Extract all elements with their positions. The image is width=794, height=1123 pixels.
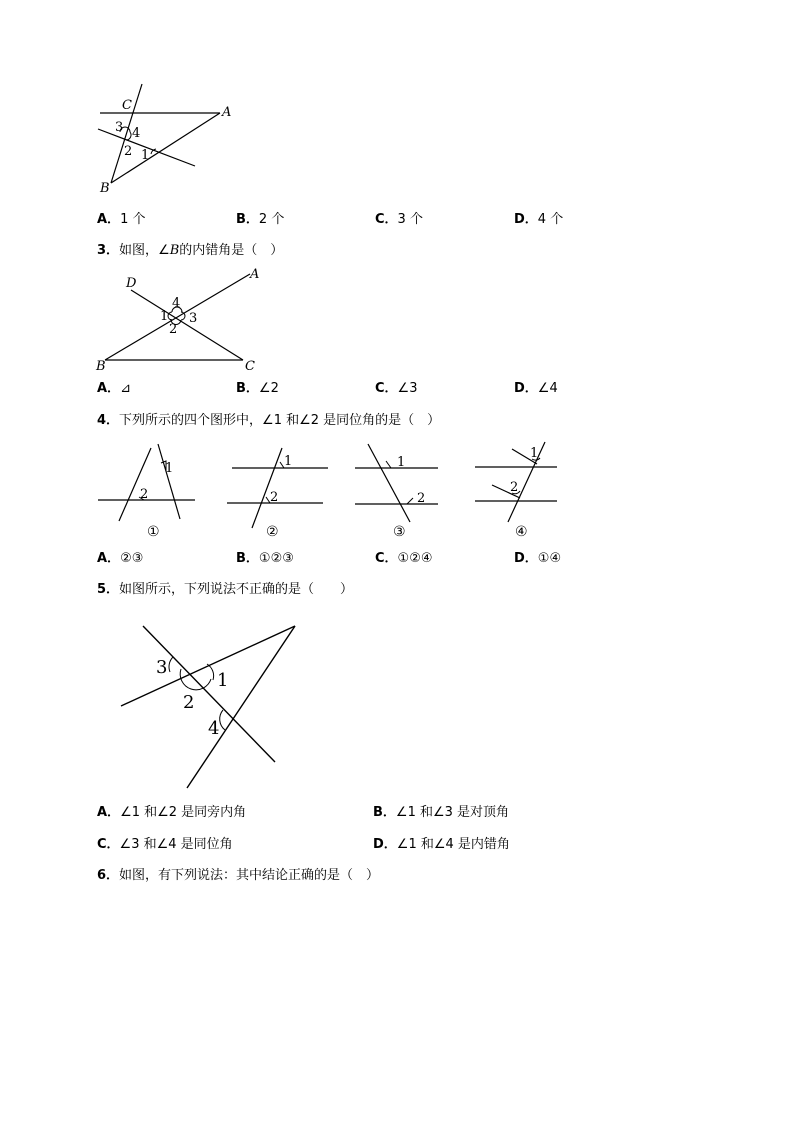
option-text: ⊿ [120,381,131,396]
q5-angle-arc-4 [220,710,225,730]
q3-option-b[interactable] [236,381,279,397]
option-letter: B． [236,212,259,227]
q3-angle-label-4: 4 [172,296,181,311]
q2-angle-label-2: 2 [124,144,133,159]
q2-label-b: B [100,181,110,196]
option-letter: D． [373,837,397,852]
q2-label-c: C [122,98,132,113]
option-letter: D． [514,551,538,566]
q3-angle-label-1: 1 [160,309,169,324]
option-letter: C． [375,551,398,566]
q4-figure-4-caption: ④ [515,524,528,540]
q2-option-c[interactable] [375,212,423,228]
q4-stem [97,413,440,429]
option-text: ∠1 和∠3 是对顶角 [395,805,510,820]
option-letter: B． [236,381,259,396]
q5-option-a[interactable] [97,805,246,821]
stem-text: 如图所示，下列说法不正确的是（ ） [119,582,354,597]
q4-option-d[interactable] [514,551,561,567]
q4f3-arc-1 [386,461,391,468]
option-text: 2 个 [258,212,285,227]
option-letter: A． [97,805,121,820]
q4-option-a[interactable] [97,551,143,567]
q3-option-a[interactable] [97,381,131,397]
q5-line-1 [143,626,275,762]
q3-figure [90,262,270,374]
q4-figure-2 [222,448,332,528]
q6-stem [97,868,379,884]
q4f3-angle-label-2: 2 [417,491,426,506]
option-letter: D． [514,212,538,227]
q4f2-angle-label-1: 1 [284,454,293,469]
q3-angle-label-2: 2 [169,322,178,337]
q4f2-angle-label-2: 2 [270,490,279,505]
option-text: ①②④ [397,551,433,566]
option-text: ②③ [120,551,144,566]
option-letter: C． [375,212,398,227]
q4f3-arc-2 [407,498,413,504]
q4f1-line-b [158,444,180,519]
q5-angle-label-4: 4 [208,718,220,739]
q4-figure-1 [95,442,200,522]
q2-figure [90,80,240,200]
q3-stem [97,243,283,259]
stem-text: 下列所示的四个图形中，∠1 和∠2 是同位角的是（ ） [119,413,441,428]
q3-angle-arc-1 [168,312,172,320]
question-number: 3． [97,243,120,258]
q5-stem [97,582,353,598]
option-text: 3 个 [397,212,423,227]
q4f4-angle-label-1: 1 [530,446,539,461]
option-letter: D． [514,381,538,396]
option-text: ∠1 和∠2 是同旁内角 [120,805,247,820]
q2-option-a[interactable] [97,212,145,228]
q2-angle-label-1: 1 [141,148,150,163]
q2-angle-label-3: 3 [115,120,124,135]
option-text: ∠2 [258,381,279,396]
q4-option-c[interactable] [375,551,433,567]
question-number: 6． [97,868,120,883]
q3-label-d: D [126,276,137,291]
q3-line-dc [131,290,243,360]
q4f4-angle-label-2: 2 [510,480,519,495]
option-letter: C． [375,381,398,396]
option-text: ∠3 和∠4 是同位角 [119,837,233,852]
q2-option-b[interactable] [236,212,284,228]
option-letter: C． [97,837,120,852]
q5-option-d[interactable] [373,837,510,853]
option-letter: A． [97,551,121,566]
stem-text: 如图，有下列说法：其中结论正确的是（ ） [119,868,380,883]
q5-option-b[interactable] [373,805,509,821]
q4-option-b[interactable] [236,551,294,567]
option-text: 4 个 [537,212,564,227]
q4-figure-2-caption: ② [266,524,279,540]
option-text: ∠4 [537,381,558,396]
q5-figure [115,620,305,795]
q4-figure-1-caption: ① [147,524,160,540]
q2-label-a: A [222,105,232,120]
option-letter: B． [373,805,396,820]
q4-figure-4 [472,442,562,522]
q3-label-c: C [245,359,255,374]
q5-option-c[interactable] [97,837,233,853]
q4f1-angle-label-1: 1 [165,461,174,476]
q3-label-a: A [250,267,260,282]
option-text: ∠1 和∠4 是内错角 [396,837,510,852]
q3-angle-label-3: 3 [189,311,198,326]
stem-pre: 如图， [119,243,159,258]
q2-angle-label-4: 4 [132,126,141,141]
option-text: ①②③ [258,551,294,566]
q3-label-b: B [96,359,106,374]
q4f1-angle-label-2: 2 [140,487,149,502]
option-text: ①④ [537,551,562,566]
q5-angle-arc-3 [169,657,173,672]
q3-option-c[interactable] [375,381,417,397]
q5-angle-label-3: 3 [156,657,168,678]
option-text: 1 个 [120,212,146,227]
question-number: 5． [97,582,120,597]
question-number: 4． [97,413,120,428]
stem-var: B [169,243,180,258]
q5-angle-label-1: 1 [217,670,229,691]
stem-angle-symbol: ∠ [158,243,170,258]
q3-option-d[interactable] [514,381,558,397]
option-letter: A． [97,381,121,396]
option-letter: B． [236,551,259,566]
q4f1-line-a [119,448,151,521]
stem-post: 的内错角是（ ） [179,243,284,258]
option-letter: A． [97,212,121,227]
q4-figure-3-caption: ③ [393,524,406,540]
q4f3-angle-label-1: 1 [397,455,406,470]
q5-angle-label-2: 2 [183,692,195,713]
q4f2-transversal [252,448,282,528]
q2-option-d[interactable] [514,212,563,228]
option-text: ∠3 [397,381,418,396]
q4-figure-3 [352,442,447,522]
